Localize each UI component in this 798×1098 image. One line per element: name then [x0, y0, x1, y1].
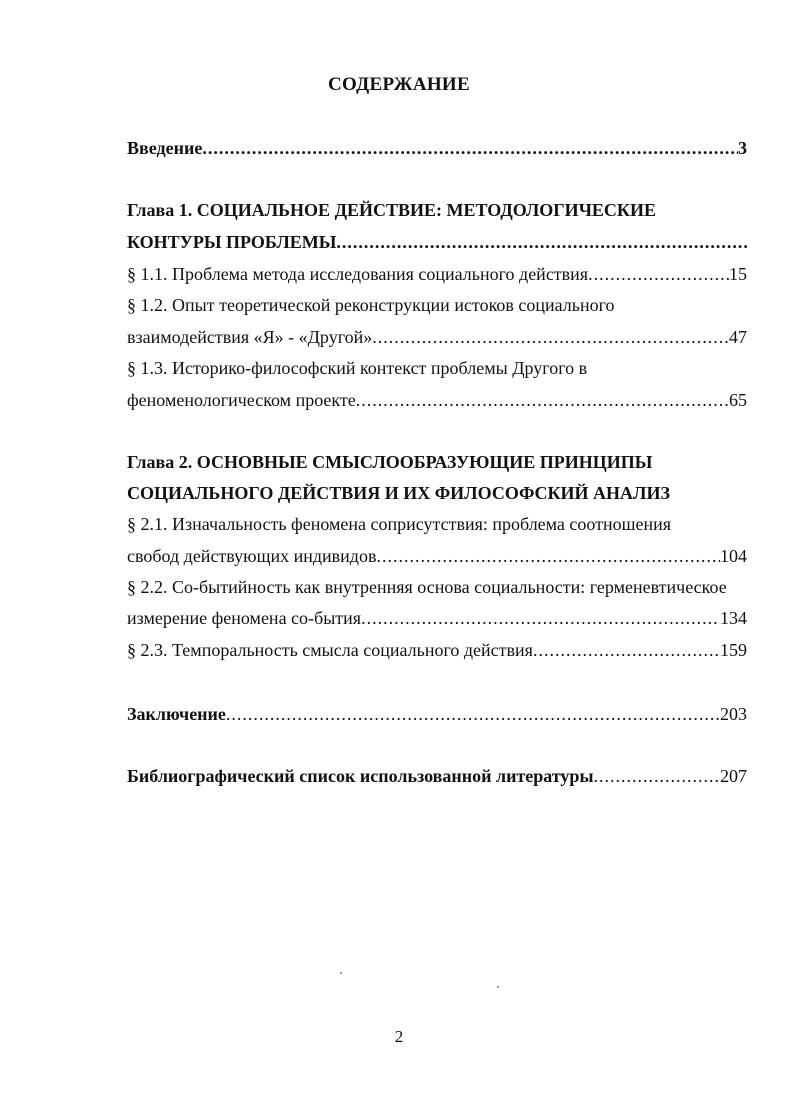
dot-leader [588, 262, 729, 286]
dot-leader [356, 388, 729, 412]
toc-entry-conclusion [127, 702, 747, 726]
toc-entry-label: Библиографический список использованной литературы [127, 766, 594, 786]
chapter1-heading-line2 [127, 230, 747, 254]
scan-speck [340, 972, 342, 974]
dot-leader [361, 606, 720, 630]
scan-speck [497, 986, 499, 988]
toc-entry-page: 3 [738, 138, 747, 158]
toc-entry-label: Введение [127, 138, 203, 158]
toc-entry-label: свобод действующих индивидов [127, 546, 377, 566]
toc-entry-section-2-1 [127, 544, 747, 568]
toc-entry-page: 65 [729, 390, 747, 410]
dot-leader [226, 702, 720, 726]
chapter2-heading-line2: СОЦИАЛЬНОГО ДЕЙСТВИЯ И ИХ ФИЛОСОФСКИЙ АНАЛИЗ [127, 483, 670, 503]
toc-entry-section-1-3 [127, 388, 747, 412]
dot-leader [376, 544, 720, 568]
chapter2-heading-line1: Глава 2. ОСНОВНЫЕ СМЫСЛООБРАЗУЮЩИЕ ПРИНЦИПЫ [127, 452, 653, 472]
toc-entry-section-1-2 [127, 325, 747, 349]
toc-entry-section-1-1 [127, 262, 747, 286]
chapter1-heading-line1: Глава 1. СОЦИАЛЬНОЕ ДЕЙСТВИЕ: МЕТОДОЛОГИЧЕСКИЕ [127, 200, 656, 220]
toc-entry-section-2-2 [127, 606, 747, 630]
toc-entry-section-2-1-line1: § 2.1. Изначальность феномена соприсутствия: проблема соотношения [127, 514, 672, 534]
toc-entry-bibliography [127, 764, 747, 788]
toc-entry-section-1-2-line1: § 1.2. Опыт теоретической реконструкции истоков социального [127, 295, 615, 315]
toc-entry-page: 15 [729, 264, 747, 284]
page-number: 2 [394, 1027, 404, 1046]
toc-entry-label: § 1.1. Проблема метода исследования социального действия [127, 264, 589, 284]
toc-entry-label: Заключение [127, 704, 226, 724]
toc-entry-section-2-2-line1: § 2.2. Со-бытийность как внутренняя основа социальности: герменевтическое [127, 577, 727, 597]
toc-entry-page: 47 [729, 327, 747, 347]
toc-entry-label: § 2.3. Темпоральность смысла социального действия [127, 640, 533, 660]
dot-leader [336, 230, 747, 254]
toc-entry-label: измерение феномена со-бытия [127, 608, 362, 628]
toc-entry-page: 203 [720, 704, 747, 724]
toc-entry-intro [127, 136, 747, 160]
toc-entry-page: 159 [720, 640, 747, 660]
dot-leader [594, 764, 721, 788]
chapter1-heading-text: КОНТУРЫ ПРОБЛЕМЫ [127, 232, 337, 252]
toc-entry-label: взаимодействия «Я» - «Другой» [127, 327, 373, 347]
toc-entry-section-1-3-line1: § 1.3. Историко-философский контекст проблемы Другого в [127, 358, 588, 378]
dot-leader [533, 638, 720, 662]
toc-entry-section-2-3 [127, 638, 747, 662]
toc-entry-page: 134 [720, 608, 747, 628]
toc-entry-page: 104 [720, 546, 747, 566]
dot-leader [372, 325, 729, 349]
toc-title: СОДЕРЖАНИЕ [328, 74, 470, 95]
toc-entry-label: феноменологическом проекте [127, 390, 356, 410]
dot-leader [202, 136, 738, 160]
toc-entry-page: 207 [720, 766, 747, 786]
